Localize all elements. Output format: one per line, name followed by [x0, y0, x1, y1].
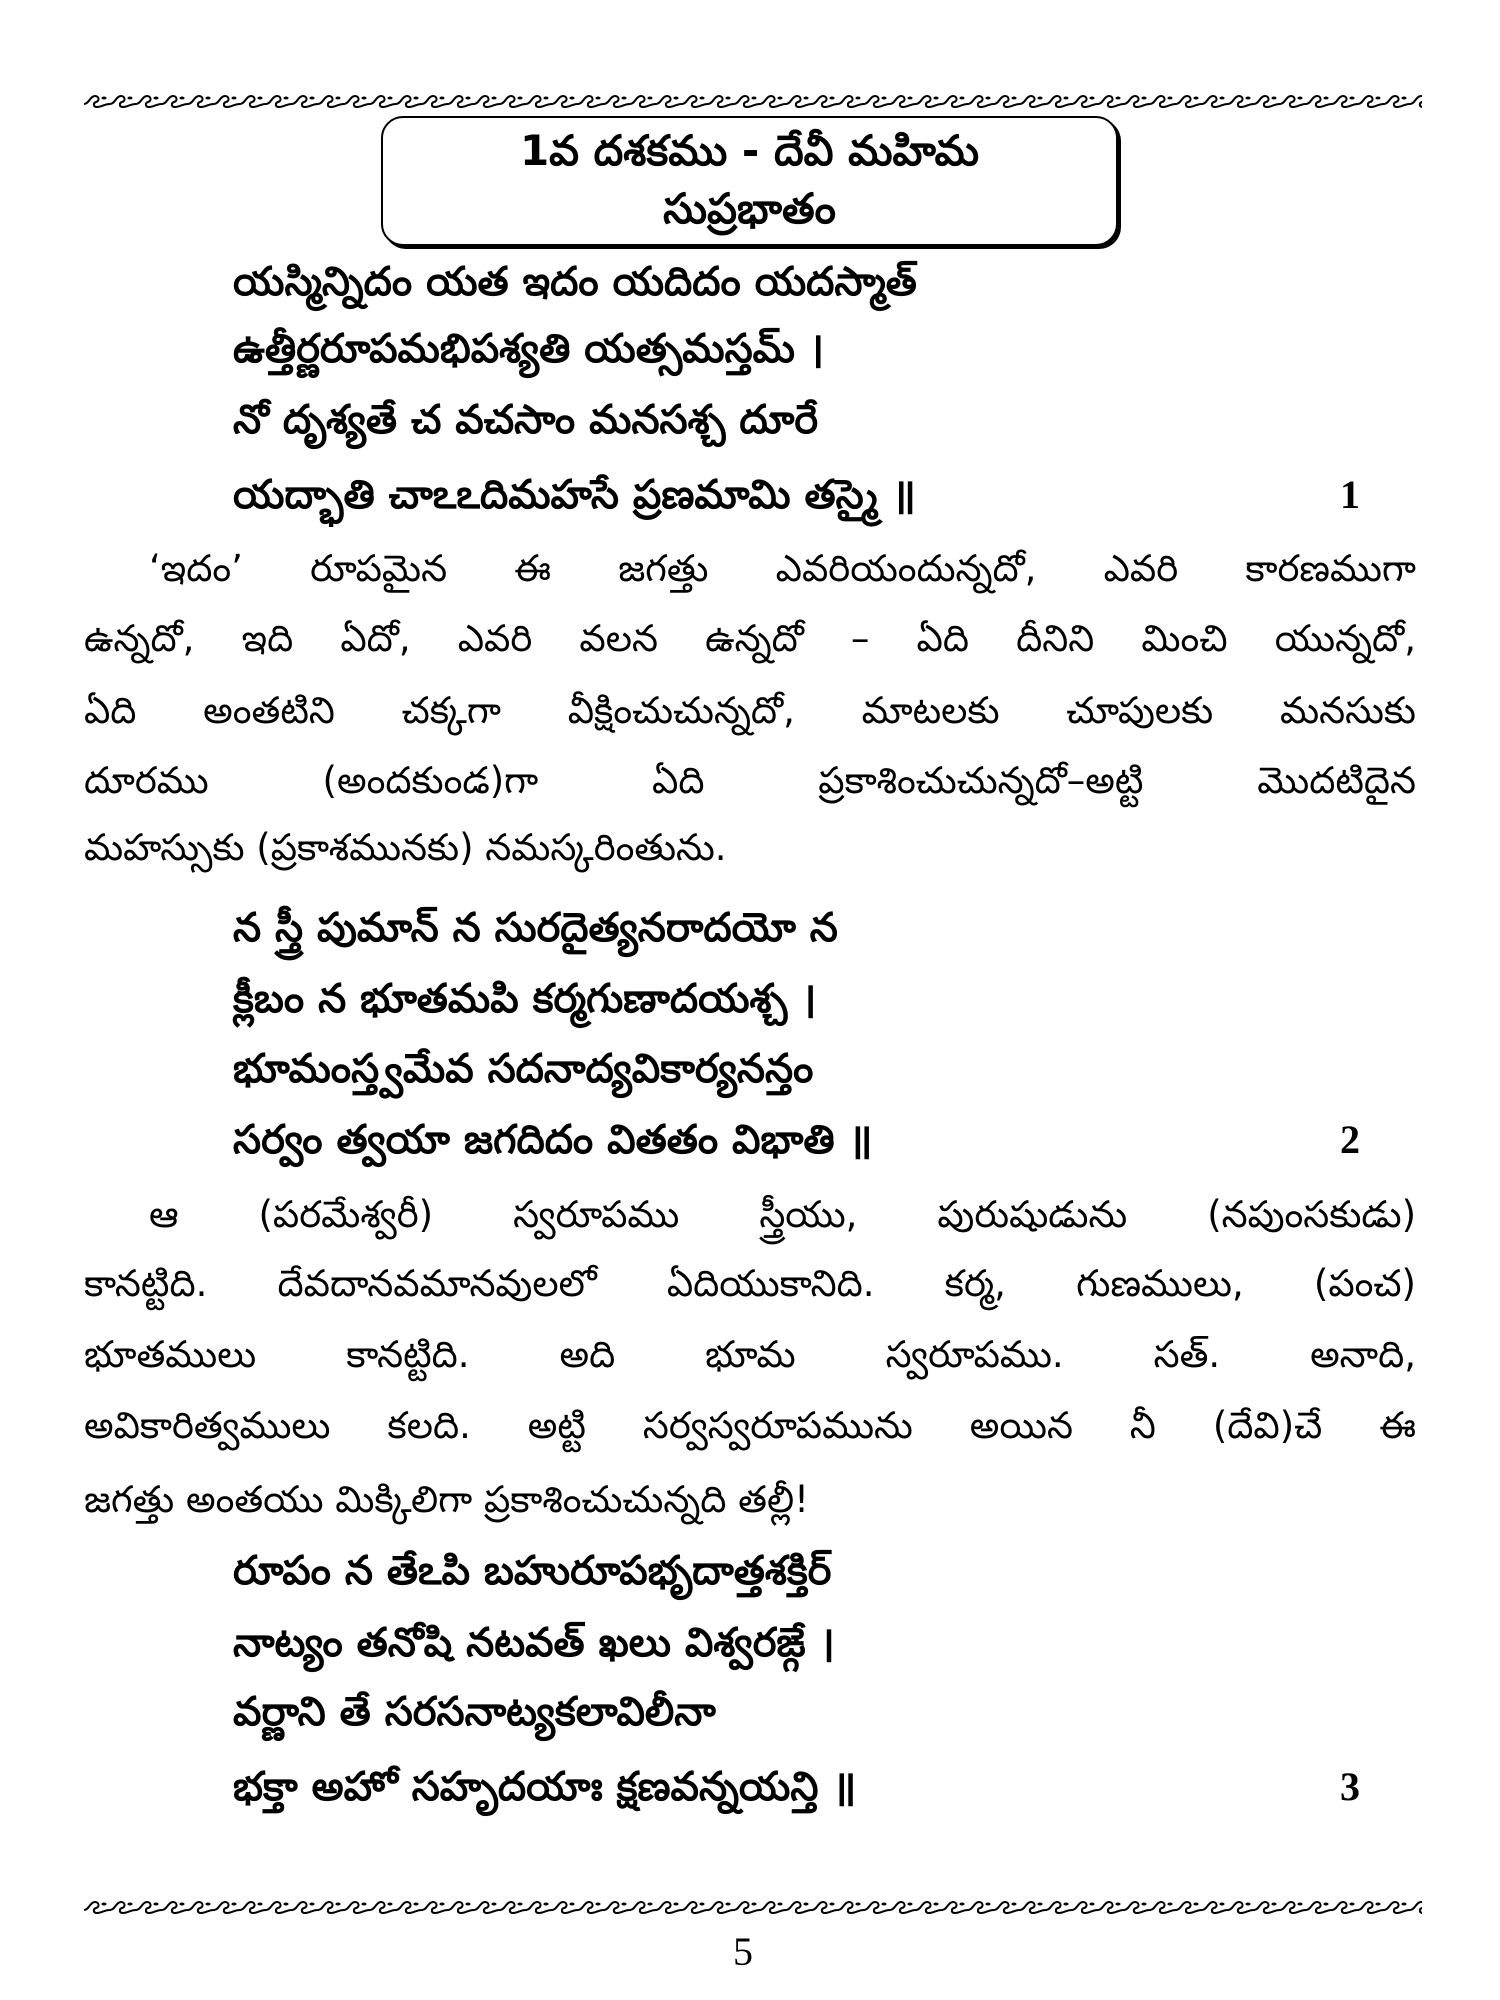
- paragraph-1-line-5: మహస్సుకు (ప్రకాశమునకు) నమస్కరింతును.: [84, 826, 727, 869]
- paragraph-1-line-2: ఉన్నదో, ఇది ఏదో, ఎవరి వలన ఉన్నదో – ఏది దీనిని మించి యున్నదో,: [84, 617, 1416, 660]
- verse-3-line-3: వర్ణాని తే సరసనాట్యకలావిలీనా: [233, 1689, 716, 1735]
- verse-2-line-4: సర్వం త్వయా జగదిదం వితతం విభాతి ॥: [233, 1117, 873, 1163]
- page-number: 5: [733, 1929, 753, 1974]
- verse-3-line-4: భక్తా అహో సహృదయాః క్షణవన్నయన్తి ॥: [233, 1764, 857, 1810]
- verse-3-line-2: నాట్యం తనోషి నటవత్ ఖలు విశ్వరఙ్గే ।: [233, 1620, 835, 1666]
- verse-3-line-1: రూపం న తేఽపి బహురూపభృదాత్తశక్తిర్: [233, 1548, 832, 1594]
- verse-3-number: 3: [1340, 1764, 1360, 1809]
- paragraph-2-line-2: కానట్టిది. దేవదానవమానవులలో ఏదియుకానిది. కర్మ, గుణములు, (పంచ): [84, 1262, 1416, 1305]
- verse-1-line-3: నో దృశ్యతే చ వచసాం మనసశ్చ దూరే: [233, 397, 819, 443]
- verse-1-line-2: ఉత్తీర్ణరూపమభిపశ్యతి యత్సమస్తమ్ ।: [233, 326, 825, 372]
- paragraph-1-line-4: దూరము (అందకుండ)గా ఏది ప్రకాశించుచున్నదో–అట్టి మొదటిదైన: [84, 759, 1416, 802]
- chapter-subtitle: సుప్రభాతం: [663, 184, 836, 233]
- paragraph-2-line-4: అవికారిత్వములు కలది. అట్టి సర్వస్వరూపమును అయిన నీ (దేవి)చే ఈ: [84, 1404, 1416, 1447]
- paragraph-1-line-3: ఏది అంతటిని చక్కగా వీక్షించుచున్నదో, మాటలకు చూపులకు మనసుకు: [84, 689, 1416, 732]
- verse-1-line-1: యస్మిన్నిదం యత ఇదం యదిదం యదస్మాత్: [233, 259, 917, 305]
- chapter-title-box: [381, 116, 1118, 246]
- verse-2-line-1: న స్త్రీ పుమాన్ న సురదైత్యనరాదయో న: [233, 905, 838, 951]
- verse-2-line-2: క్లీబం న భూతమపి కర్మగుణాదయశ్చ ।: [233, 976, 817, 1022]
- paragraph-2-line-3: భూతములు కానట్టిది. అది భూమ స్వరూపము. సత్. అనాది,: [84, 1333, 1416, 1376]
- bottom-ornament-border: [84, 1897, 1422, 1917]
- paragraph-2-line-5: జగత్తు అంతయు మిక్కిలిగా ప్రకాశించుచున్నది తల్లీ!: [84, 1478, 809, 1521]
- verse-1-line-4: యద్భాతి చాఽఽదిమహసే ప్రణమామి తస్మై ॥: [233, 472, 916, 518]
- verse-2-line-3: భూమంస్త్వమేవ సదనాద్యవికార్యనన్తం: [233, 1046, 814, 1092]
- paragraph-1-line-1: ‘ఇదం’ రూపమైన ఈ జగత్తు ఎవరియందున్నదో, ఎవరి కారణముగా: [149, 547, 1416, 590]
- verse-1-number: 1: [1340, 472, 1360, 517]
- verse-2-number: 2: [1340, 1117, 1360, 1162]
- top-ornament-border: [84, 91, 1422, 111]
- paragraph-2-line-1: ఆ (పరమేశ్వరీ) స్వరూపము స్త్రీయు, పురుషుడును (నపుంసకుడు): [149, 1193, 1416, 1236]
- chapter-title: 1వ దశకము - దేవీ మహిమ: [519, 126, 980, 175]
